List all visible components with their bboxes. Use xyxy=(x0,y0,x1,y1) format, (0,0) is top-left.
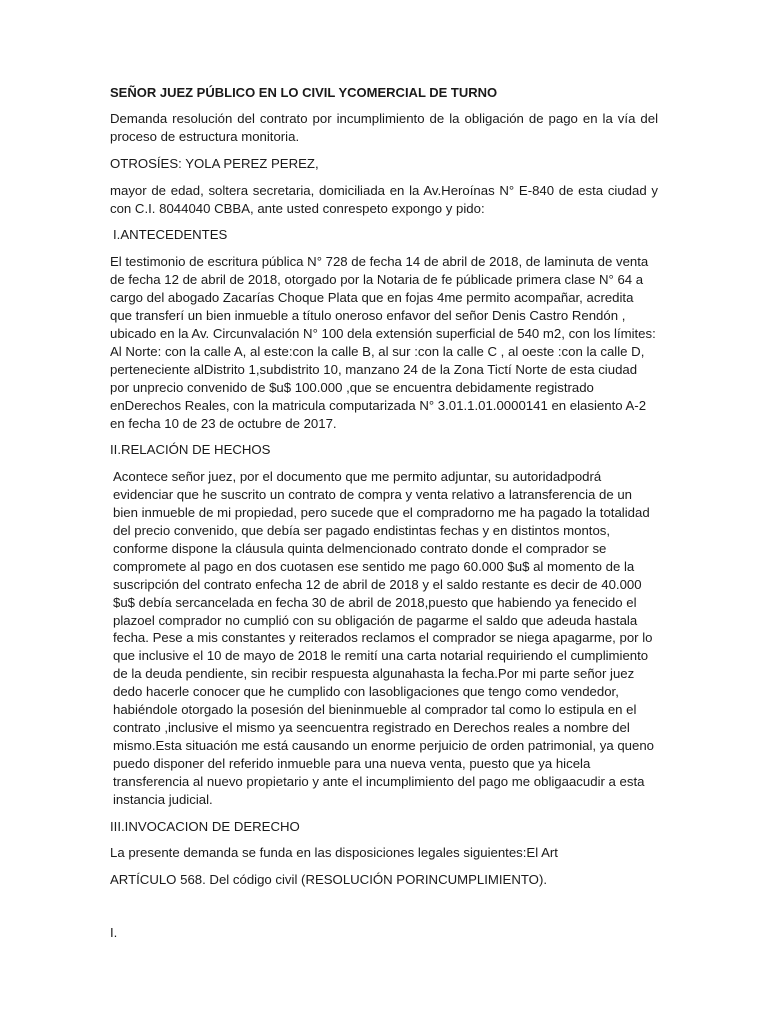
otrosies-line: OTROSÍES: YOLA PEREZ PEREZ, xyxy=(110,155,319,171)
section-body-relacion-de-hechos: Acontece señor juez, por el documento que me permito adjuntar, su autoridadpodrá evidenciar que he suscrito un contrato de compra y venta relativo a latransferencia de un bien inmueble de mi propiedad, pero sucede que el compradorno me ha pagado la totalidad del precio convenido, que debía ser pagado endistintas fechas y en distintos montos, conforme dispone la cláusula quinta delmencionado contrato donde el comprador se compromete al pago en dos cuotasen ese sentido me pago 60.000 $u$ al momento de la suscripción del contrato enfecha 12 de abril de 2018 y el saldo restante es decir de 40.000 $u$ debía sercancelada en fecha 30 de abril de 2018,puesto que habiendo ya fenecido el plazoel comprador no cumplió con su obligación de pagarme el saldo que adeuda hastala fecha. Pese a mis constantes y reiterados reclamos el comprador se niega apagarme, por lo que inclusive el 10 de mayo de 2018 le remití una carta notarial requiriendo el cumplimiento de la deuda pendiente, sin recibir respuesta algunahasta la fecha.Por mi parte señor juez dedo hacerle conocer que he cumplido con lasobligaciones que tengo como vendedor, habiéndole otorgado la posesión del bieninmueble al comprador tal como lo estipula en el contrato ,inclusive el mismo ya seencuentra registrado en Derechos reales a nombre del mismo.Esta situación me está causando un enorme perjuicio de orden patrimonial, ya queno puedo disponer del referido inmueble para una nueva venta, puesto que ya hicela transferencia al nuevo propietario y ante el incumplimiento del pago me obligaacudir a esta instancia judicial. xyxy=(113,469,654,807)
document-title: SEÑOR JUEZ PÚBLICO EN LO CIVIL YCOMERCIAL DE TURNO xyxy=(110,85,498,100)
section-body-invocacion-de-derecho: La presente demanda se funda en las disposiciones legales siguientes:El Art xyxy=(110,845,558,861)
section-heading-antecedentes: I.ANTECEDENTES xyxy=(113,227,228,243)
intro-paragraph: mayor de edad, soltera secretaria, domiciliada en la Av.Heroínas N° E-840 de esta ciudad y con C.I. 8044040 CBBA, ante usted conrespeto expongo y pido: xyxy=(110,182,658,216)
section-body-antecedentes: El testimonio de escritura pública N° 728 de fecha 14 de abril de 2018, de laminuta de venta de fecha 12 de abril de 2018, otorgado por la Notaria de fe públicade primera clase N° 64 a cargo del abogado Zacarías Choque Plata que en fojas 4me permito acompañar, acredita que transferí un bien inmueble a título oneroso enfavor del señor Denis Castro Rendón , ubicado en la Av. Circunvalación N° 100 dela extensión superficial de 540 m2, con los límites: Al Norte: con la calle A, al este:con la calle B, al sur :con la calle C , al oeste :con la calle D, perteneciente alDistrito 1,subdistrito 10, manzano 24 de la Zona Tictí Norte de esta ciudad por unprecio convenido de $u$ 100.000 ,que se encuentra debidamente registrado enDerechos Reales, con la matricula computarizada N° 3.01.1.01.0000141 en elasiento A-2 en fecha 10 de 23 de octubre de 2017. xyxy=(110,254,656,431)
document-page xyxy=(110,84,658,951)
article-reference: ARTÍCULO 568. Del código civil (RESOLUCIÓN PORINCUMPLIMIENTO). xyxy=(110,872,547,888)
spacer xyxy=(110,898,658,924)
footer-marker: I. xyxy=(110,925,118,941)
document-subject: Demanda resolución del contrato por incumplimiento de la obligación de pago en la vía del proceso de estructura monitoria. xyxy=(110,110,658,144)
section-heading-invocacion-de-derecho: III.INVOCACION DE DERECHO xyxy=(110,818,300,834)
section-heading-relacion-de-hechos: II.RELACIÓN DE HECHOS xyxy=(110,442,271,458)
